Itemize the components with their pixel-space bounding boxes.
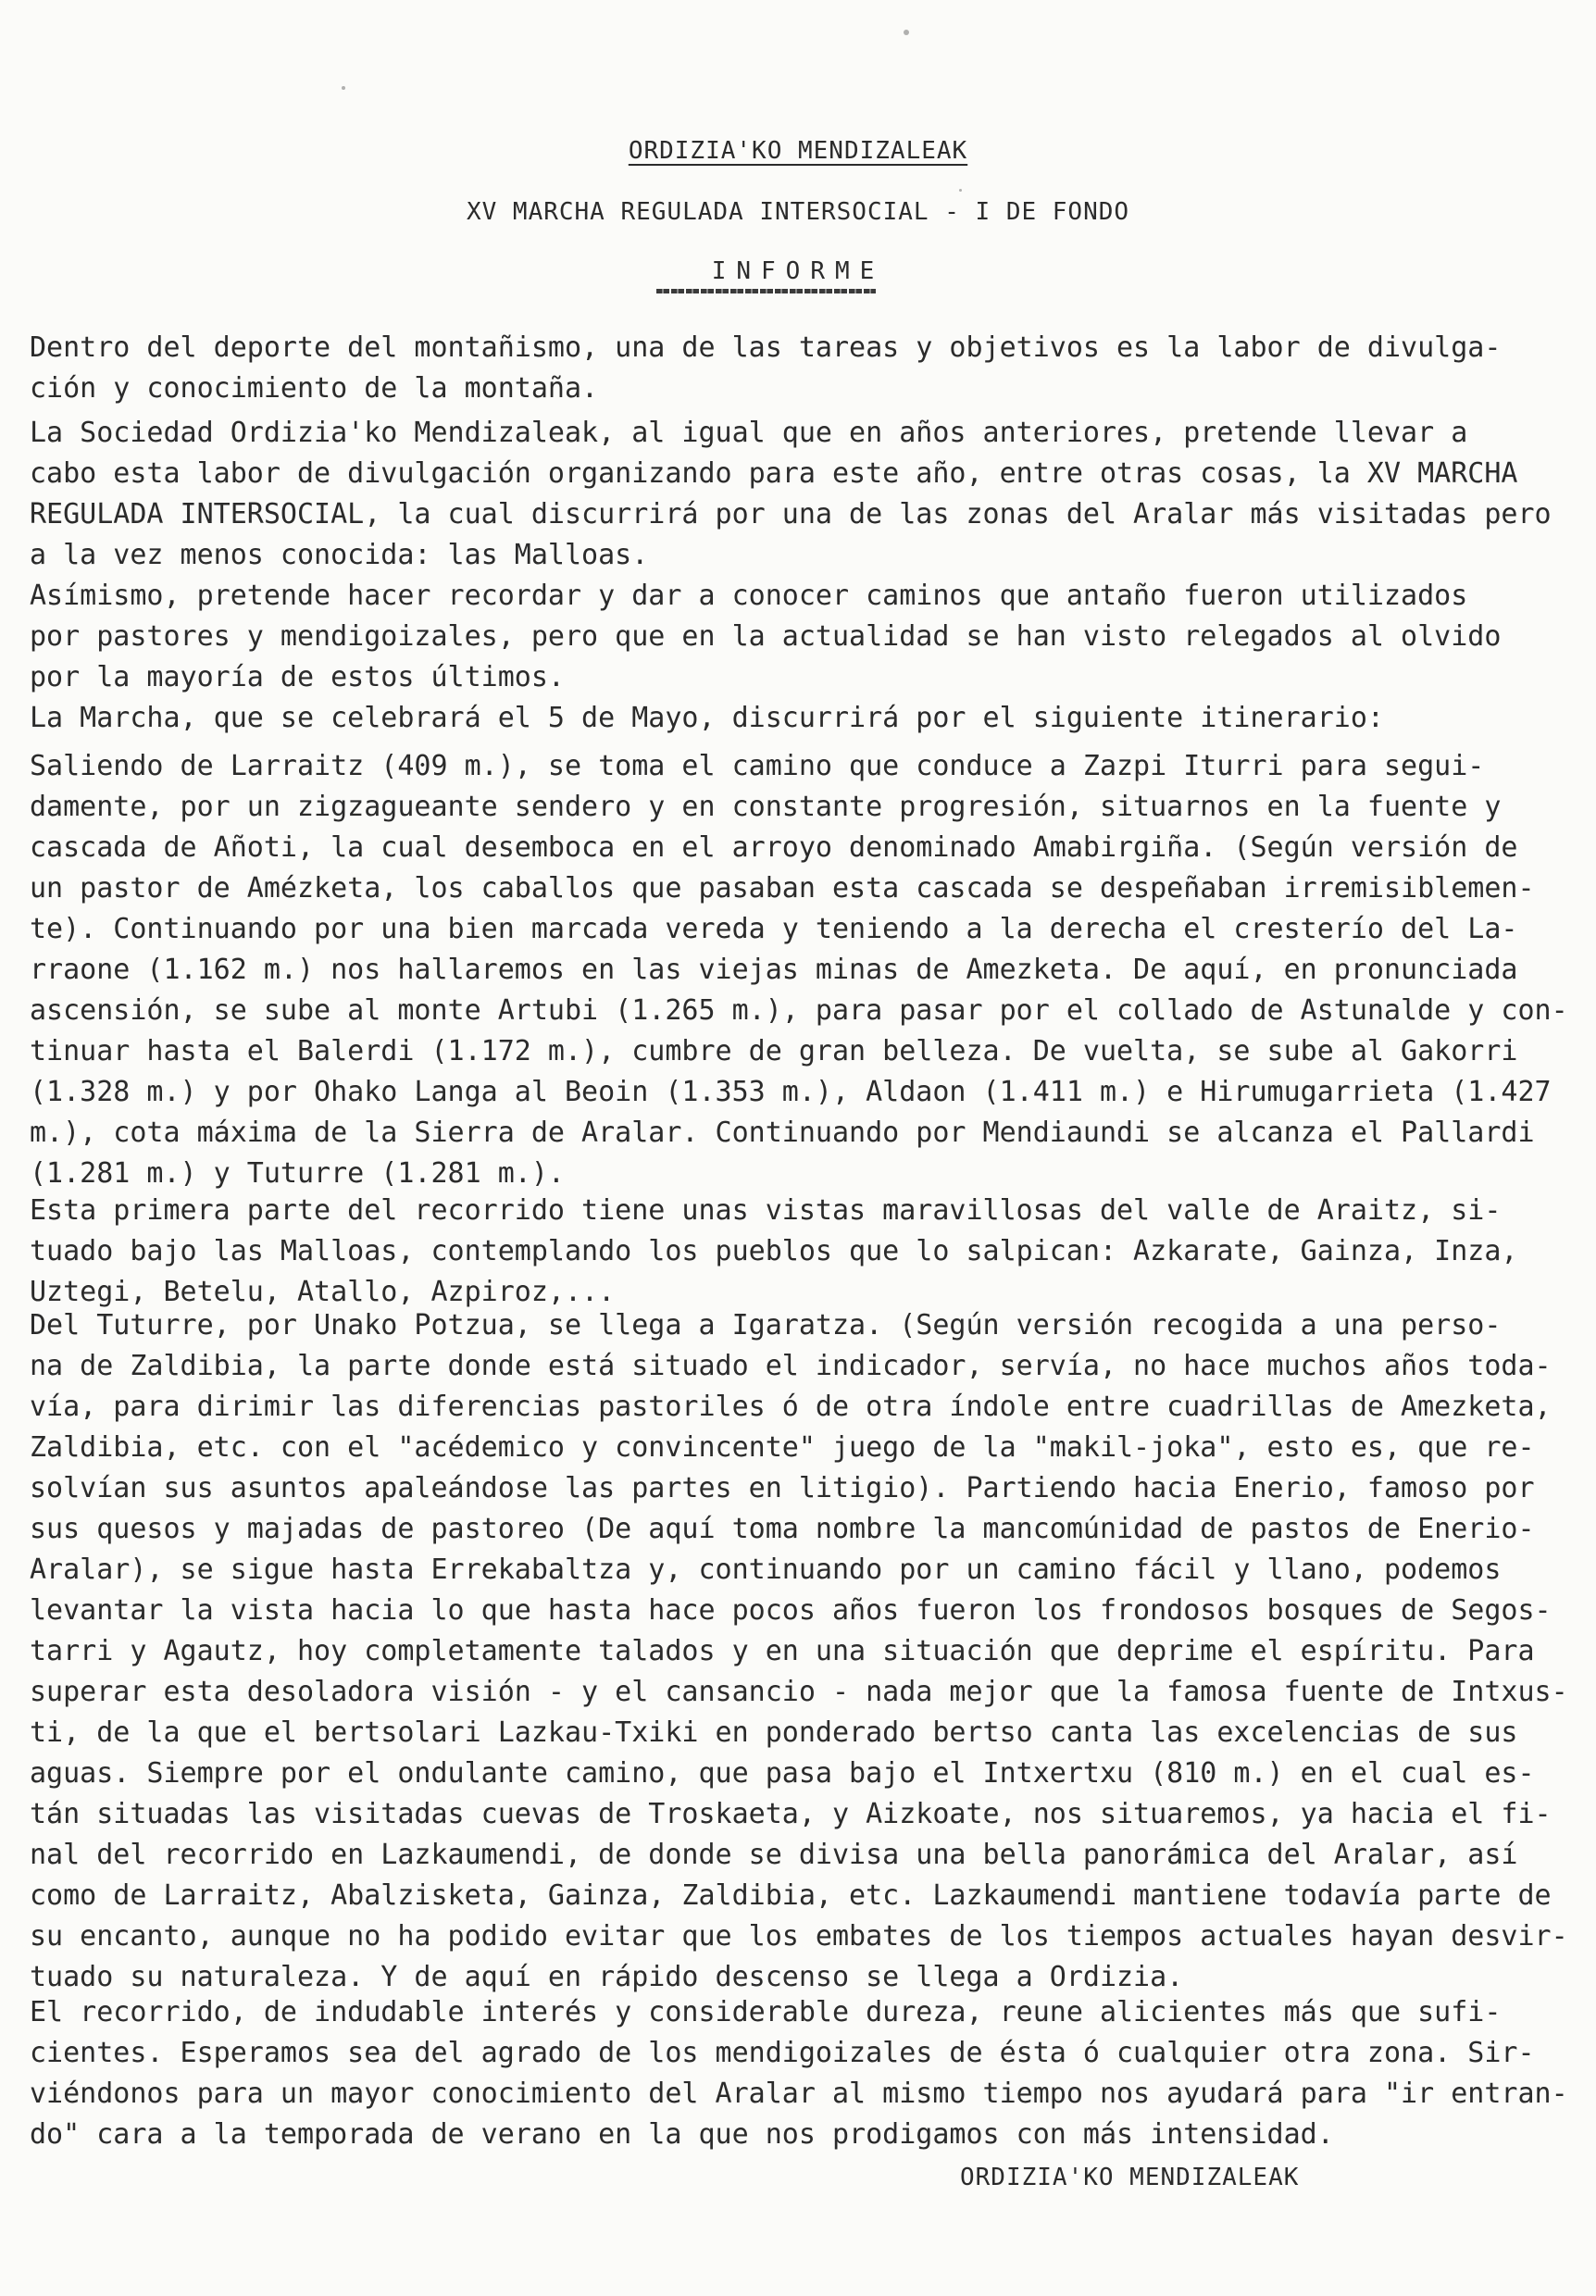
- text-line: levantar la vista hacia lo que hasta hace pocos años fueron los frondosos bosques de Segos-: [30, 1594, 1552, 1627]
- text-line: ti, de la que el bertsolari Lazkau-Txiki en ponderado bertso canta las excelencias de sus: [30, 1716, 1518, 1749]
- text-line: nal del recorrido en Lazkaumendi, de donde se divisa una bella panorámica del Aralar, así: [30, 1839, 1518, 1871]
- text-line: superar esta desoladora visión - y el cansancio - nada mejor que la famosa fuente de Intxus-: [30, 1676, 1568, 1708]
- text-line: viéndonos para un mayor conocimiento del Aralar al mismo tiempo nos ayudará para "ir entran-: [30, 2078, 1568, 2110]
- paper-speck: [904, 30, 909, 35]
- document-title: INFORME: [711, 257, 885, 285]
- text-line: sus quesos y majadas de pastoreo (De aquí toma nombre la mancomúnidad de pastos de Enerio-: [30, 1513, 1535, 1545]
- text-line: un pastor de Amézketa, los caballos que pasaban esta cascada se despeñaban irremisiblemen-: [30, 872, 1535, 905]
- text-line: El recorrido, de indudable interés y considerable dureza, reune alicientes más que sufi-: [30, 1996, 1502, 2028]
- text-line: te). Continuando por una bien marcada vereda y teniendo a la derecha el cresterío del La-: [30, 913, 1518, 945]
- text-line: damente, por un zigzagueante sendero y en constante progresión, situarnos en la fuente y: [30, 791, 1502, 823]
- text-line: rraone (1.162 m.) nos hallaremos en las viejas minas de Amezketa. De aquí, en pronunciada: [30, 954, 1518, 986]
- text-line: por la mayoría de estos últimos.: [30, 661, 565, 693]
- text-line: solvían sus asuntos apaleándose las partes en litigio). Partiendo hacia Enerio, famoso por: [30, 1472, 1535, 1504]
- text-line: por pastores y mendigoizales, pero que en la actualidad se han visto relegados al olvido: [30, 620, 1502, 653]
- text-line: cascada de Añoti, la cual desemboca en el arroyo denominado Amabirgiña. (Según versión de: [30, 831, 1518, 864]
- text-line: Saliendo de Larraitz (409 m.), se toma el camino que conduce a Zazpi Iturri para segui-: [30, 750, 1485, 782]
- text-line: (1.281 m.) y Tuturre (1.281 m.).: [30, 1157, 565, 1190]
- title-underline: [656, 289, 876, 293]
- signature: ORDIZIA'KO MENDIZALEAK: [960, 2164, 1300, 2191]
- organization-heading: ORDIZIA'KO MENDIZALEAK: [628, 137, 968, 165]
- paragraph-itinerary: [30, 746, 1566, 1194]
- paragraph-society: [30, 413, 1566, 576]
- text-line: tán situadas las visitadas cuevas de Troskaeta, y Aizkoate, nos situaremos, ya hacia el fi-: [30, 1798, 1552, 1830]
- text-line: (1.328 m.) y por Ohako Langa al Beoin (1.353 m.), Aldaon (1.411 m.) e Hirumugarrieta (1.427: [30, 1076, 1552, 1108]
- paper-speck: [342, 86, 345, 90]
- text-line: a la vez menos conocida: las Malloas.: [30, 539, 649, 571]
- text-line: La Marcha, que se celebrará el 5 de Mayo, discurrirá por el siguiente itinerario:: [30, 702, 1384, 734]
- text-line: ascensión, se sube al monte Artubi (1.265 m.), para pasar por el collado de Astunalde y con-: [30, 994, 1568, 1027]
- text-line: tarri y Agautz, hoy completamente talados y en una situación que deprime el espíritu. Para: [30, 1635, 1535, 1667]
- text-line: m.), cota máxima de la Sierra de Aralar. Continuando por Mendiaundi se alcanza el Pallardi: [30, 1117, 1535, 1149]
- text-line: cientes. Esperamos sea del agrado de los mendigoizales de ésta ó cualquier otra zona. Sir-: [30, 2037, 1535, 2069]
- paragraph-intro: [30, 328, 1566, 409]
- paragraph-date: [30, 698, 1566, 739]
- text-line: tuado su naturaleza. Y de aquí en rápido descenso se llega a Ordizia.: [30, 1961, 1184, 1993]
- text-line: su encanto, aunque no ha podido evitar que los embates de los tiempos actuales hayan desvir-: [30, 1920, 1568, 1953]
- paragraph-closing: [30, 1992, 1566, 2155]
- text-line: Aralar), se sigue hasta Errekabaltza y, continuando por un camino fácil y llano, podemos: [30, 1554, 1502, 1586]
- text-line: na de Zaldibia, la parte donde está situado el indicador, servía, no hace muchos años toda-: [30, 1350, 1552, 1382]
- event-subtitle: XV MARCHA REGULADA INTERSOCIAL - I DE FONDO: [466, 198, 1130, 226]
- text-line: tinuar hasta el Balerdi (1.172 m.), cumbre de gran belleza. De vuelta, se sube al Gakorri: [30, 1035, 1518, 1067]
- text-line: vía, para dirimir las diferencias pastoriles ó de otra índole entre cuadrillas de Amezketa,: [30, 1391, 1552, 1423]
- paragraph-second-part: [30, 1305, 1566, 1998]
- paragraph-purpose: [30, 576, 1566, 698]
- text-line: como de Larraitz, Abalzisketa, Gainza, Zaldibia, etc. Lazkaumendi mantiene todavía parte de: [30, 1879, 1552, 1912]
- text-line: REGULADA INTERSOCIAL, la cual discurrirá por una de las zonas del Aralar más visitadas pero: [30, 498, 1552, 530]
- paper-speck: [959, 189, 962, 192]
- text-line: aguas. Siempre por el ondulante camino, que pasa bajo el Intxertxu (810 m.) en el cual es-: [30, 1757, 1535, 1790]
- text-line: tuado bajo las Malloas, contemplando los pueblos que lo salpican: Azkarate, Gainza, Inza,: [30, 1235, 1518, 1267]
- text-line: Esta primera parte del recorrido tiene unas vistas maravillosas del valle de Araitz, si-: [30, 1194, 1502, 1227]
- text-line: cabo esta labor de divulgación organizando para este año, entre otras cosas, la XV MARCHA: [30, 457, 1518, 490]
- text-line: Dentro del deporte del montañismo, una de las tareas y objetivos es la labor de divulga-: [30, 331, 1502, 364]
- text-line: Asímismo, pretende hacer recordar y dar a conocer caminos que antaño fueron utilizados: [30, 580, 1468, 612]
- text-line: Zaldibia, etc. con el "acédemico y convincente" juego de la "makil-joka", esto es, que re-: [30, 1431, 1535, 1464]
- text-line: Del Tuturre, por Unako Potzua, se llega a Igaratza. (Según versión recogida a una perso-: [30, 1309, 1502, 1341]
- text-line: La Sociedad Ordizia'ko Mendizaleak, al igual que en años anteriores, pretende llevar a: [30, 417, 1468, 449]
- text-line: ción y conocimiento de la montaña.: [30, 372, 599, 405]
- text-line: do" cara a la temporada de verano en la que nos prodigamos con más intensidad.: [30, 2118, 1334, 2151]
- text-line: Uztegi, Betelu, Atallo, Azpiroz,...: [30, 1276, 616, 1308]
- paragraph-views: [30, 1191, 1566, 1313]
